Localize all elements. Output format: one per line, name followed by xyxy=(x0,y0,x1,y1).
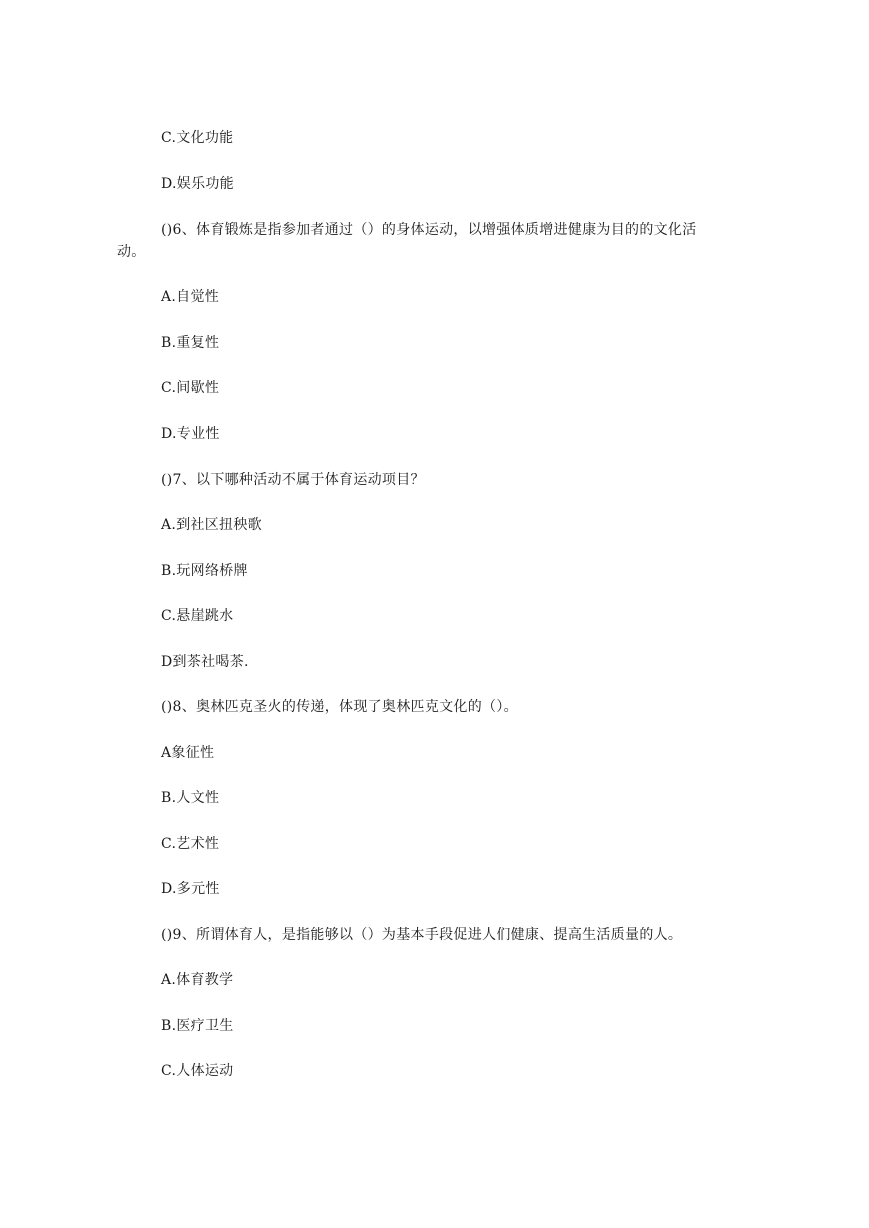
option-a-q7: A.到社区扭秧歌 xyxy=(161,517,262,533)
option-d-q7: D到茶社喝茶. xyxy=(161,654,249,670)
option-a-q6: A.自觉性 xyxy=(161,289,220,305)
option-c-q9: C.人体运动 xyxy=(161,1063,234,1079)
option-c-q7: C.悬崖跳水 xyxy=(161,608,234,624)
option-d-q6: D.专业性 xyxy=(161,426,220,442)
option-b-q6: B.重复性 xyxy=(161,335,220,351)
option-d-q5: D.娱乐功能 xyxy=(161,176,234,192)
option-a-q9: A.体育教学 xyxy=(161,972,234,988)
option-b-q8: B.人文性 xyxy=(161,790,220,806)
option-a-q8: A象征性 xyxy=(161,745,215,761)
option-c-q6: C.间歇性 xyxy=(161,380,220,396)
option-c-q8: C.艺术性 xyxy=(161,836,220,852)
option-d-q8: D.多元性 xyxy=(161,881,220,897)
option-b-q9: B.医疗卫生 xyxy=(161,1018,234,1034)
question-9: ()9、所谓体育人，是指能够以（）为基本手段促进人们健康、提高生活质量的人。 xyxy=(161,927,683,943)
option-b-q7: B.玩网络桥牌 xyxy=(161,563,248,579)
question-6-continued: 动。 xyxy=(117,244,146,260)
question-7: ()7、以下哪种活动不属于体育运动项目？ xyxy=(161,472,425,488)
question-6: ()6、体育锻炼是指参加者通过（）的身体运动，以增强体质增进健康为目的的文化活 xyxy=(161,222,697,238)
question-8: ()8、奥林匹克圣火的传递，体现了奥林匹克文化的（）。 xyxy=(161,699,518,715)
option-c-q5: C.文化功能 xyxy=(161,130,234,146)
